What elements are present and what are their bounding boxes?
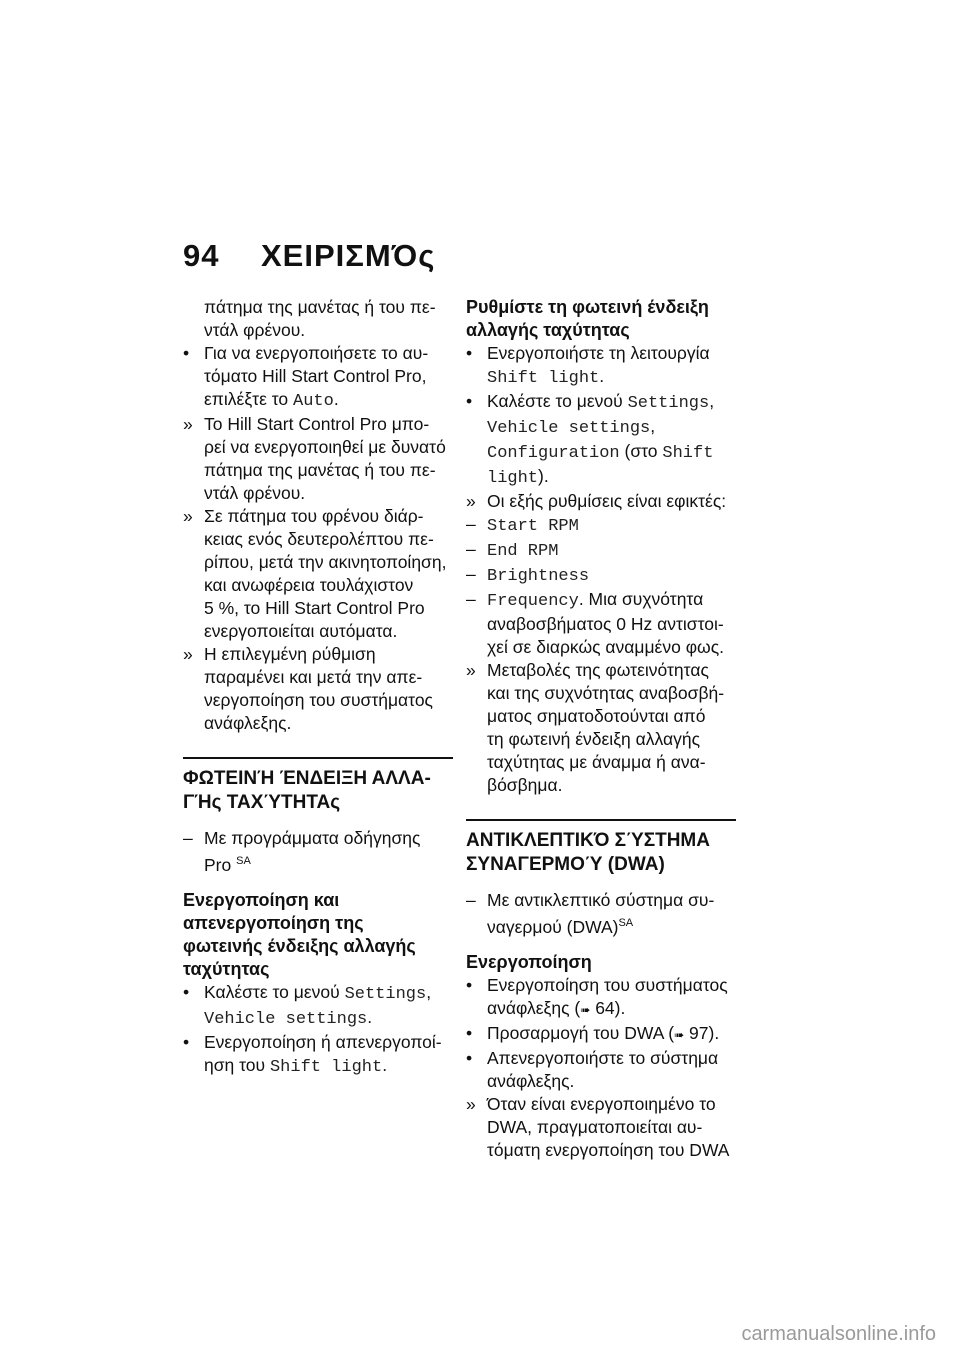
subsection-title: Ενεργοποίηση bbox=[466, 951, 592, 972]
code-light: light bbox=[487, 469, 539, 488]
result-icon: » bbox=[466, 1093, 476, 1114]
dash-icon: – bbox=[466, 514, 476, 534]
section-title: ΦΩΤΕΙΝΉ ΈΝΔΕΙΞΗ ΑΛΛΑ- ΓΉς ΤΑΧΎΤΗΤΑς bbox=[183, 768, 431, 813]
code-settings: Settings bbox=[344, 984, 427, 1004]
bullet-item: • Απενεργοποιήστε το σύστημα ανάφλεξης. bbox=[466, 1047, 719, 1091]
bullet-icon: • bbox=[183, 343, 190, 363]
page-header bbox=[183, 238, 435, 274]
bullet-item: • Καλέστε το μενού Settings, Vehicle settings, Configuration (στο Shift light). bbox=[466, 391, 715, 488]
bullet-item: • Ενεργοποίηση ή απενεργοποί- ηση του Shift light. bbox=[183, 1031, 442, 1077]
code-frequency: Frequency bbox=[487, 592, 579, 611]
bullet-icon: • bbox=[466, 343, 473, 363]
dash-icon: – bbox=[466, 539, 476, 559]
bullet-item: • Προσαρμογή του DWA (➠ 97). bbox=[466, 1022, 720, 1043]
page-title: ΧΕΙΡΙΣΜΌς bbox=[261, 238, 436, 273]
sa-badge: SA bbox=[618, 917, 634, 929]
code-auto: Auto bbox=[293, 392, 334, 411]
option-item bbox=[466, 538, 736, 563]
subsection-title: Ενεργοποίηση και απενεργοποίηση της φωτεινής ένδειξης αλλαγής ταχύτητας bbox=[183, 889, 416, 979]
bullet-item: • Για να ενεργοποιήσετε το αυ- τόματο Hill Start Control Pro, επιλέξτε το Auto. bbox=[183, 343, 429, 411]
code-end-rpm: End RPM bbox=[487, 542, 559, 561]
code-settings: Settings bbox=[627, 394, 710, 413]
option-item bbox=[466, 563, 736, 588]
equipment-note: – Με αντικλεπτικό σύστημα συ- ναγερμού (DWA)$^{SA}$ bbox=[466, 890, 715, 937]
result-icon: » bbox=[183, 644, 193, 664]
code-vehicle-settings: Vehicle settings bbox=[487, 419, 651, 438]
dash-icon: – bbox=[466, 890, 476, 910]
bullet-item: • Ενεργοποίηση του συστήματος ανάφλεξης (➠ 64). bbox=[466, 974, 728, 1018]
code-brightness: Brightness bbox=[487, 567, 590, 586]
watermark: carmanualsonline.info bbox=[741, 1323, 936, 1345]
page-reference-icon: ➠ bbox=[580, 1002, 591, 1017]
bullet-icon: • bbox=[466, 1022, 473, 1043]
bullet-item: • Ενεργοποιήστε τη λειτουργία Shift light. bbox=[466, 343, 710, 388]
result-item: » Η επιλεγμένη ρύθμιση παραμένει και μετά την απε- νεργοποίηση του συστήματος ανάφλεξης. bbox=[183, 644, 433, 733]
equipment-note: – Με προγράμματα οδήγησης Pro $^{SA}$ bbox=[183, 828, 421, 875]
code-shift: Shift bbox=[662, 444, 714, 463]
bullet-item: • Καλέστε το μενού Settings, Vehicle settings. bbox=[183, 981, 432, 1029]
code-shift-light: Shift light bbox=[269, 1057, 383, 1077]
code-start-rpm: Start RPM bbox=[487, 517, 579, 536]
result-icon: » bbox=[183, 506, 193, 526]
subsection-title: Ρυθμίστε τη φωτεινή ένδειξη αλλαγής ταχύτητας bbox=[466, 297, 709, 340]
dash-icon: – bbox=[466, 589, 476, 609]
page-reference[interactable]: 97 bbox=[689, 1022, 709, 1043]
bullet-icon: • bbox=[183, 981, 190, 1002]
dash-icon: – bbox=[183, 828, 193, 848]
result-item: » Σε πάτημα του φρένου διάρ- κειας ενός δευτερολέπτου πε- ρίπου, μετά την ακινητοποίηση, και ανωφέρεια τουλάχιστον 5 %, το Hill Start Control Pro ενεργοποιείται αυτόματα. bbox=[183, 506, 447, 641]
result-item: » Το Hill Start Control Pro μπο- ρεί να ενεργοποιηθεί με δυνατό πάτημα της μανέτας ή του πε- ντάλ φρένου. bbox=[183, 414, 446, 503]
section-divider bbox=[466, 819, 736, 821]
right-column bbox=[466, 296, 736, 1162]
option-item bbox=[466, 513, 736, 538]
section-divider bbox=[183, 757, 453, 759]
option-item: – Frequency. Μια συχνότητα αναβοσβήματος 0 Hz αντιστοι- χεί σε διαρκώς αναμμένο φως. bbox=[466, 589, 725, 657]
page-number: 94 bbox=[183, 238, 220, 273]
result-item: » Μεταβολές της φωτεινότητας και της συχνότητας αναβοσβή- ματος σηματοδοτούνται από τη φωτεινή ένδειξη αλλαγής ταχύτητας με άναμμα ή ανα- βόσβημα. bbox=[466, 660, 725, 795]
result-icon: » bbox=[466, 660, 476, 680]
sa-badge: SA bbox=[236, 855, 251, 867]
dash-icon: – bbox=[466, 564, 476, 584]
code-configuration: Configuration bbox=[487, 444, 620, 463]
page-reference[interactable]: 64 bbox=[595, 997, 615, 1018]
bullet-icon: • bbox=[466, 1047, 473, 1068]
left-column bbox=[183, 296, 453, 1079]
code-vehicle-settings: Vehicle settings bbox=[204, 1009, 368, 1029]
bullet-icon: • bbox=[466, 391, 473, 411]
page-reference-icon: ➠ bbox=[674, 1027, 685, 1042]
code-shift-light: Shift light bbox=[487, 369, 600, 388]
bullet-icon: • bbox=[183, 1031, 190, 1052]
intro-paragraph: πάτημα της μανέτας ή του πε- ντάλ φρένου. bbox=[204, 297, 436, 340]
result-item: » Όταν είναι ενεργοποιημένο το DWA, πραγματοποιείται αυ- τόματη ενεργοποίηση του DWA bbox=[466, 1093, 730, 1160]
result-icon: » bbox=[466, 491, 476, 511]
result-item: » Οι εξής ρυθμίσεις είναι εφικτές: bbox=[466, 491, 727, 511]
section-title: ΑΝΤΙΚΛΕΠΤΙΚΌ ΣΎΣΤΗΜΑ ΣΥΝΑΓΕΡΜΟΎ (DWA) bbox=[466, 830, 710, 875]
bullet-icon: • bbox=[466, 974, 473, 995]
result-icon: » bbox=[183, 414, 193, 434]
